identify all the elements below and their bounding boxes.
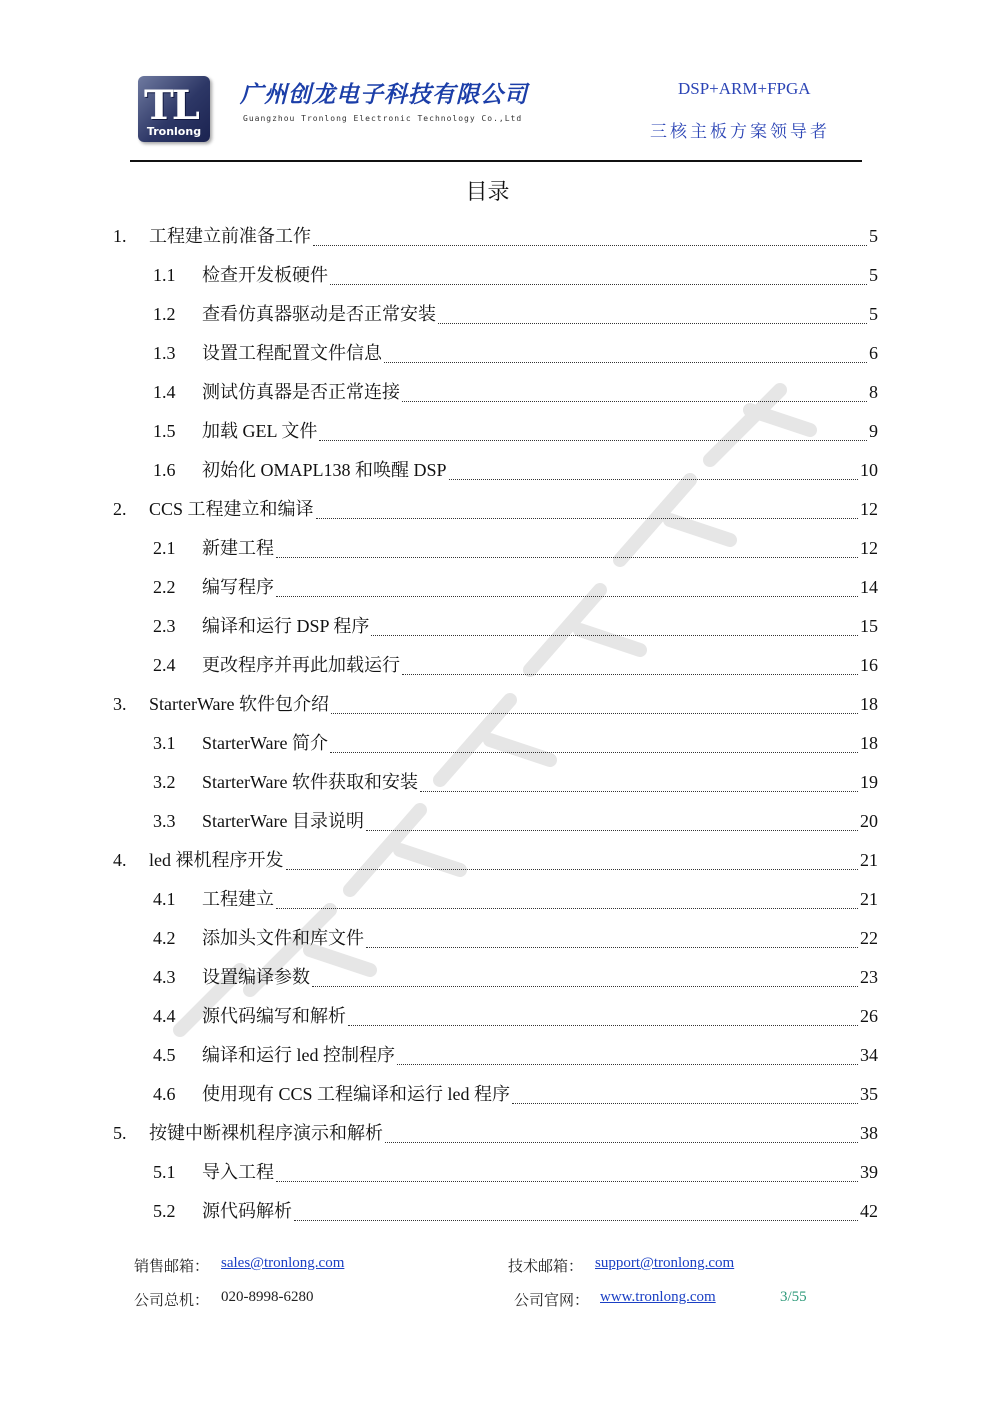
- toc-text: StarterWare 软件获取和安装: [202, 772, 418, 792]
- toc-entry-3-3[interactable]: [153, 807, 878, 833]
- toc-text: 检查开发板硬件: [202, 265, 328, 285]
- toc-entry-4-1[interactable]: [153, 885, 878, 911]
- toc-entry-4-3[interactable]: [153, 963, 878, 989]
- toc-entry-5-1[interactable]: [153, 1158, 878, 1184]
- toc-text: 加载 GEL 文件: [202, 421, 318, 441]
- toc-leader: [449, 465, 858, 480]
- toc-page: 14: [860, 577, 878, 597]
- toc-page: 12: [860, 538, 878, 558]
- toc-entry-1[interactable]: [113, 222, 878, 248]
- toc-text: 源代码编写和解析: [202, 1006, 346, 1026]
- toc-page: 5: [869, 265, 878, 285]
- header-divider: [130, 160, 862, 162]
- toc-number: 3.: [113, 694, 127, 714]
- toc-entry-2-4[interactable]: [153, 651, 878, 677]
- website-label: 公司官网：: [514, 1293, 590, 1309]
- toc-leader: [397, 1050, 858, 1065]
- toc-number: 4.5: [153, 1045, 176, 1065]
- toc-text: 工程建立: [202, 889, 274, 909]
- toc-page: 12: [860, 499, 878, 519]
- toc-leader: [385, 1128, 858, 1143]
- sales-email-link[interactable]: sales@tronlong.com: [221, 1255, 345, 1271]
- toc-leader: [313, 231, 867, 246]
- toc-entry-4-6[interactable]: [153, 1080, 878, 1106]
- toc-text: led 裸机程序开发: [149, 850, 284, 870]
- toc-leader: [348, 1011, 858, 1026]
- toc-text: 新建工程: [202, 538, 274, 558]
- toc-text: StarterWare 软件包介绍: [149, 694, 329, 714]
- toc-page: 21: [860, 889, 878, 909]
- toc-leader: [384, 348, 867, 363]
- tech-email-link[interactable]: support@tronlong.com: [595, 1255, 735, 1271]
- toc-leader: [402, 660, 858, 675]
- toc-page: 19: [860, 772, 878, 792]
- logo-name: Tronlong: [146, 125, 202, 138]
- toc-entry-1-5[interactable]: [153, 417, 878, 443]
- toc-entry-3-1[interactable]: [153, 729, 878, 755]
- toc-text: 编写程序: [202, 577, 274, 597]
- phone-label: 公司总机：: [134, 1293, 210, 1309]
- tech-email-label: 技术邮箱：: [508, 1259, 584, 1275]
- toc-entry-5[interactable]: [113, 1119, 878, 1145]
- toc-number: 2.4: [153, 655, 176, 675]
- toc-page: 21: [860, 850, 878, 870]
- toc-text: 设置工程配置文件信息: [202, 343, 382, 363]
- toc-entry-3-2[interactable]: [153, 768, 878, 794]
- toc-number: 4.3: [153, 967, 176, 987]
- page-header: [0, 0, 992, 165]
- toc-entry-1-6[interactable]: [153, 456, 878, 482]
- toc-number: 1.3: [153, 343, 176, 363]
- phone-number: 020-8998-6280: [221, 1289, 314, 1305]
- company-logo: [138, 76, 210, 142]
- toc-page: 35: [860, 1084, 878, 1104]
- toc-text: 初始化 OMAPL138 和唤醒 DSP: [202, 460, 447, 480]
- toc-page: 9: [869, 421, 878, 441]
- slogan-line2: 三核主板方案领导者: [650, 122, 830, 142]
- toc-number: 2.: [113, 499, 127, 519]
- toc-text: 添加头文件和库文件: [202, 928, 364, 948]
- page-footer: [0, 1245, 992, 1325]
- toc-leader: [312, 972, 858, 987]
- toc-text: CCS 工程建立和编译: [149, 499, 314, 519]
- toc-number: 4.6: [153, 1084, 176, 1104]
- toc-leader: [276, 894, 858, 909]
- toc-entry-1-1[interactable]: [153, 261, 878, 287]
- toc-page: 34: [860, 1045, 878, 1065]
- toc-number: 1.6: [153, 460, 176, 480]
- toc-number: 4.2: [153, 928, 176, 948]
- toc-text: 编译和运行 DSP 程序: [202, 616, 370, 636]
- toc-leader: [276, 1167, 858, 1182]
- toc-text: 测试仿真器是否正常连接: [202, 382, 400, 402]
- toc-entry-3[interactable]: [113, 690, 878, 716]
- toc-page: 5: [869, 226, 878, 246]
- toc-leader: [330, 738, 858, 753]
- toc-leader: [319, 426, 867, 441]
- toc-page: 5: [869, 304, 878, 324]
- toc-leader: [420, 777, 858, 792]
- toc-leader: [276, 582, 858, 597]
- toc-number: 4.1: [153, 889, 176, 909]
- toc-text: 按键中断裸机程序演示和解析: [149, 1123, 383, 1143]
- toc-page: 38: [860, 1123, 878, 1143]
- toc-leader: [371, 621, 858, 636]
- toc-number: 3.1: [153, 733, 176, 753]
- toc-entry-1-4[interactable]: [153, 378, 878, 404]
- toc-leader: [331, 699, 858, 714]
- toc-page: 6: [869, 343, 878, 363]
- toc-leader: [402, 387, 867, 402]
- toc-text: 设置编译参数: [202, 967, 310, 987]
- toc-text: 更改程序并再此加载运行: [202, 655, 400, 675]
- toc-entry-5-2[interactable]: [153, 1197, 878, 1223]
- toc-number: 1.: [113, 226, 127, 246]
- toc-leader: [330, 270, 867, 285]
- page-indicator: 3/55: [780, 1289, 807, 1305]
- slogan-line1: DSP+ARM+FPGA: [678, 79, 811, 98]
- toc-entry-1-3[interactable]: [153, 339, 878, 365]
- toc-page: 42: [860, 1201, 878, 1221]
- toc-leader: [316, 504, 858, 519]
- toc-text: StarterWare 目录说明: [202, 811, 364, 831]
- sales-email-label: 销售邮箱：: [134, 1259, 210, 1275]
- toc-entry-2[interactable]: [113, 495, 878, 521]
- toc-page: 20: [860, 811, 878, 831]
- toc-text: 编译和运行 led 控制程序: [202, 1045, 395, 1065]
- toc-number: 1.5: [153, 421, 176, 441]
- toc-page: 15: [860, 616, 878, 636]
- toc-leader: [286, 855, 859, 870]
- toc-number: 3.2: [153, 772, 176, 792]
- toc-leader: [366, 816, 858, 831]
- toc-number: 5.1: [153, 1162, 176, 1182]
- toc-number: 5.2: [153, 1201, 176, 1221]
- toc-number: 1.2: [153, 304, 176, 324]
- toc-entry-4[interactable]: [113, 846, 878, 872]
- toc-number: 2.1: [153, 538, 176, 558]
- toc-page: 18: [860, 733, 878, 753]
- toc-page: 16: [860, 655, 878, 675]
- toc-entry-4-2[interactable]: [153, 924, 878, 950]
- toc-number: 4.: [113, 850, 127, 870]
- toc-text: 导入工程: [202, 1162, 274, 1182]
- toc-text: 查看仿真器驱动是否正常安装: [202, 304, 436, 324]
- toc-number: 2.2: [153, 577, 176, 597]
- toc-page: 18: [860, 694, 878, 714]
- toc-number: 4.4: [153, 1006, 176, 1026]
- toc-number: 1.1: [153, 265, 176, 285]
- toc-page: 8: [869, 382, 878, 402]
- toc-leader: [294, 1206, 858, 1221]
- website-link[interactable]: www.tronlong.com: [600, 1289, 716, 1305]
- toc-leader: [512, 1089, 858, 1104]
- toc-number: 3.3: [153, 811, 176, 831]
- toc-text: StarterWare 简介: [202, 733, 328, 753]
- toc-text: 使用现有 CCS 工程编译和运行 led 程序: [202, 1084, 511, 1104]
- toc-leader: [276, 543, 858, 558]
- logo-letters: TL: [144, 82, 198, 129]
- toc-text: 工程建立前准备工作: [149, 226, 311, 246]
- toc-number: 2.3: [153, 616, 176, 636]
- toc-number: 5.: [113, 1123, 127, 1143]
- toc-leader: [438, 309, 867, 324]
- toc-page: 10: [860, 460, 878, 480]
- toc-entry-4-5[interactable]: [153, 1041, 878, 1067]
- toc-number: 1.4: [153, 382, 176, 402]
- toc-entry-4-4[interactable]: [153, 1002, 878, 1028]
- company-name-cn: 广州创龙电子科技有限公司: [240, 82, 528, 108]
- toc-entry-1-2[interactable]: [153, 300, 878, 326]
- toc-text: 源代码解析: [202, 1201, 292, 1221]
- toc-page: 22: [860, 928, 878, 948]
- toc-entry-2-2[interactable]: [153, 573, 878, 599]
- toc-leader: [366, 933, 858, 948]
- company-name-en: Guangzhou Tronlong Electronic Technology Co.,Ltd: [243, 114, 523, 123]
- toc-entry-2-1[interactable]: [153, 534, 878, 560]
- toc-page: 26: [860, 1006, 878, 1026]
- toc-entry-2-3[interactable]: [153, 612, 878, 638]
- toc-title: 目录: [465, 180, 510, 205]
- toc-page: 39: [860, 1162, 878, 1182]
- toc-page: 23: [860, 967, 878, 987]
